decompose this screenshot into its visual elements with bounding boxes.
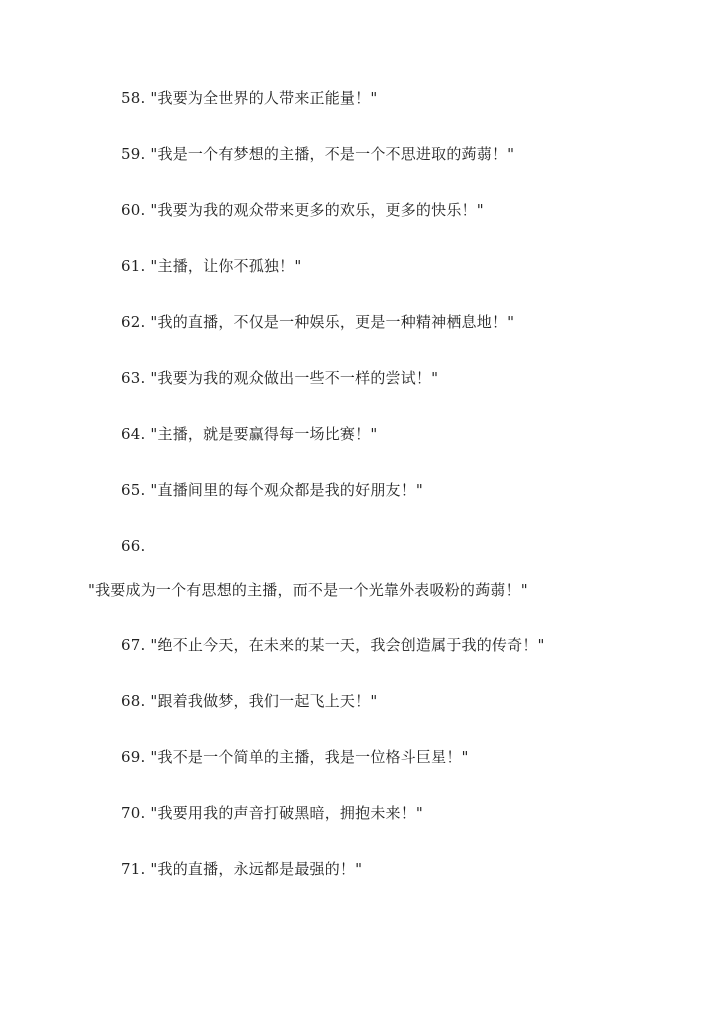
slogan-63: 63. "我要为我的观众做出一些不一样的尝试！": [121, 369, 439, 387]
slogan-65: 65. "直播间里的每个观众都是我的好朋友！": [121, 481, 424, 499]
slogan-70: 70. "我要用我的声音打破黑暗，拥抱未来！": [121, 804, 424, 822]
slogan-69: 69. "我不是一个简单的主播，我是一位格斗巨星！": [121, 748, 469, 766]
slogan-66-number: 66.: [121, 537, 146, 555]
slogan-67: 67. "绝不止今天，在未来的某一天，我会创造属于我的传奇！": [121, 636, 545, 654]
slogan-66-text: "我要成为一个有思想的主播，而不是一个光靠外表吸粉的蒟蒻！": [88, 581, 528, 599]
slogan-58: 58. "我要为全世界的人带来正能量！": [121, 89, 378, 107]
slogan-71: 71. "我的直播，永远都是最强的！": [121, 860, 363, 878]
slogan-64: 64. "主播，就是要赢得每一场比赛！": [121, 425, 378, 443]
slogan-68: 68. "跟着我做梦，我们一起飞上天！": [121, 692, 378, 710]
slogan-61: 61. "主播，让你不孤独！": [121, 257, 302, 275]
slogan-60: 60. "我要为我的观众带来更多的欢乐，更多的快乐！": [121, 201, 484, 219]
slogan-62: 62. "我的直播，不仅是一种娱乐，更是一种精神栖息地！": [121, 313, 515, 331]
slogan-59: 59. "我是一个有梦想的主播，不是一个不思进取的蒟蒻！": [121, 145, 515, 163]
